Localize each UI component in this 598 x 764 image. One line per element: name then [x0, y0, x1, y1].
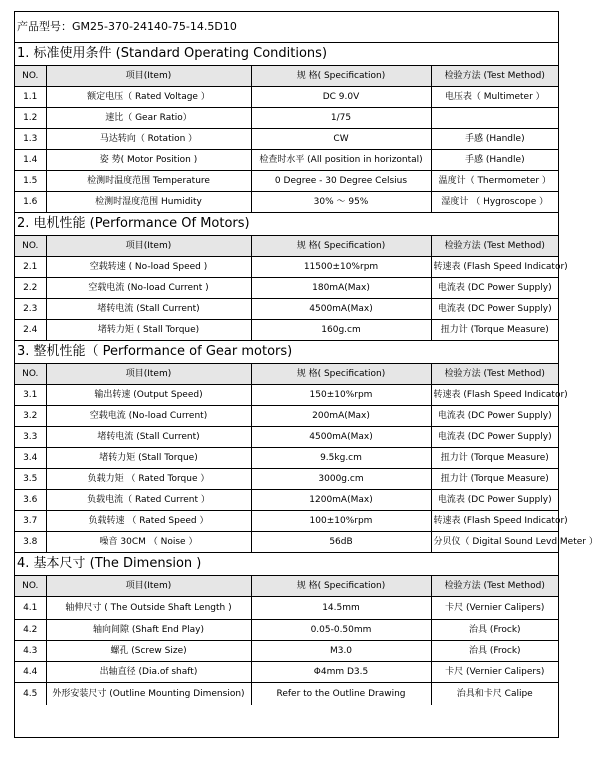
- cell-spec: 4500mA(Max): [251, 299, 431, 320]
- cell-item: 外形安装尺寸 (Outline Mounting Dimension): [46, 683, 251, 706]
- table-row: [15, 192, 558, 213]
- table-row: [15, 683, 558, 706]
- cell-spec: 9.5kg.cm: [251, 448, 431, 469]
- cell-spec: 0 Degree - 30 Degree Celsius: [251, 171, 431, 192]
- cell-method: 治具 (Frock): [431, 620, 558, 641]
- cell-method: 手感 (Handle): [431, 129, 558, 150]
- cell-item: 螺孔 (Screw Size): [46, 641, 251, 662]
- cell-item: 出轴直径 (Dia.of shaft): [46, 662, 251, 683]
- section-title: 3. 整机性能（ Performance of Gear motors): [15, 341, 558, 364]
- header-spec: 规 格( Specification): [251, 66, 431, 87]
- cell-spec: 检查时水平 (All position in horizontal): [251, 150, 431, 171]
- section-title-row: [15, 553, 558, 576]
- cell-no: 3.8: [15, 532, 46, 553]
- cell-no: 3.5: [15, 469, 46, 490]
- cell-method: 转速表 (Flash Speed Indicator): [431, 511, 558, 532]
- cell-spec: 160g.cm: [251, 320, 431, 341]
- cell-spec: 100±10%rpm: [251, 511, 431, 532]
- cell-spec: 180mA(Max): [251, 278, 431, 299]
- cell-method: 电流表 (DC Power Supply): [431, 490, 558, 511]
- cell-item: 马达转向（ Rotation ）: [46, 129, 251, 150]
- cell-method: 卡尺 (Vernier Calipers): [431, 597, 558, 620]
- header-spec: 规 格( Specification): [251, 576, 431, 597]
- table-row: [15, 171, 558, 192]
- cell-item: 堵转电流 (Stall Current): [46, 427, 251, 448]
- cell-method: 扭力计 (Torque Measure): [431, 320, 558, 341]
- cell-no: 1.1: [15, 87, 46, 108]
- cell-item: 检测时湿度范围 Humidity: [46, 192, 251, 213]
- cell-method: 转速表 (Flash Speed Indicator): [431, 257, 558, 278]
- cell-no: 1.3: [15, 129, 46, 150]
- cell-method: 湿度计 （ Hygroscope ）: [431, 192, 558, 213]
- cell-no: 4.3: [15, 641, 46, 662]
- table-row: [15, 129, 558, 150]
- table-row: [15, 278, 558, 299]
- header-no: NO.: [15, 66, 46, 87]
- header-method: 检验方法 (Test Method): [431, 364, 558, 385]
- cell-no: 3.6: [15, 490, 46, 511]
- cell-method: 温度计（ Thermometer ）: [431, 171, 558, 192]
- cell-method: [431, 108, 558, 129]
- table-row: [15, 87, 558, 108]
- header-item: 项目(Item): [46, 364, 251, 385]
- spec-sheet: [14, 11, 598, 738]
- cell-method: 卡尺 (Vernier Calipers): [431, 662, 558, 683]
- header-method: 检验方法 (Test Method): [431, 236, 558, 257]
- header-spec: 规 格( Specification): [251, 364, 431, 385]
- cell-method: 电压表（ Multimeter ）: [431, 87, 558, 108]
- cell-item: 噪音 30CM （ Noise ）: [46, 532, 251, 553]
- model-row: [15, 12, 558, 43]
- cell-no: 2.3: [15, 299, 46, 320]
- column-header-row: [15, 66, 558, 87]
- cell-no: 4.2: [15, 620, 46, 641]
- column-header-row: [15, 576, 558, 597]
- table-row: [15, 385, 558, 406]
- table-row: [15, 150, 558, 171]
- cell-item: 空载电流 (No-load Current): [46, 406, 251, 427]
- cell-item: 空载转速 ( No-load Speed ): [46, 257, 251, 278]
- header-item: 项目(Item): [46, 66, 251, 87]
- table-row: [15, 641, 558, 662]
- cell-item: 速比（ Gear Ratio）: [46, 108, 251, 129]
- section-title: 2. 电机性能 (Performance Of Motors): [15, 213, 558, 236]
- header-spec: 规 格( Specification): [251, 236, 431, 257]
- cell-item: 堵转力矩 ( Stall Torque): [46, 320, 251, 341]
- table-row: [15, 257, 558, 278]
- cell-no: 2.1: [15, 257, 46, 278]
- cell-spec: DC 9.0V: [251, 87, 431, 108]
- section-title-row: [15, 341, 558, 364]
- cell-spec: Refer to the Outline Drawing: [251, 683, 431, 706]
- cell-spec: 14.5mm: [251, 597, 431, 620]
- cell-no: 4.5: [15, 683, 46, 706]
- table-row: [15, 532, 558, 553]
- cell-spec: 30% ～ 95%: [251, 192, 431, 213]
- header-method: 检验方法 (Test Method): [431, 576, 558, 597]
- cell-item: 轴向间隙 (Shaft End Play): [46, 620, 251, 641]
- cell-method: 电流表 (DC Power Supply): [431, 299, 558, 320]
- cell-no: 3.2: [15, 406, 46, 427]
- section-title-row: [15, 213, 558, 236]
- cell-spec: 3000g.cm: [251, 469, 431, 490]
- table-row: [15, 469, 558, 490]
- column-header-row: [15, 364, 558, 385]
- table-row: [15, 299, 558, 320]
- table-row: [15, 490, 558, 511]
- cell-no: 3.7: [15, 511, 46, 532]
- table-row: [15, 108, 558, 129]
- cell-no: 4.1: [15, 597, 46, 620]
- cell-no: 1.4: [15, 150, 46, 171]
- cell-no: 3.1: [15, 385, 46, 406]
- cell-spec: 200mA(Max): [251, 406, 431, 427]
- cell-method: 分贝仪（ Digital Sound Levd Meter ）: [431, 532, 558, 553]
- cell-no: 2.2: [15, 278, 46, 299]
- cell-method: 治具 (Frock): [431, 641, 558, 662]
- cell-spec: 56dB: [251, 532, 431, 553]
- cell-no: 1.2: [15, 108, 46, 129]
- spec-table-body: [15, 12, 598, 705]
- table-row: [15, 511, 558, 532]
- header-item: 项目(Item): [46, 236, 251, 257]
- product-model: 产品型号：GM25-370-24140-75-14.5D10: [15, 12, 558, 43]
- header-no: NO.: [15, 236, 46, 257]
- header-no: NO.: [15, 364, 46, 385]
- cell-item: 姿 势( Motor Position ): [46, 150, 251, 171]
- cell-method: 电流表 (DC Power Supply): [431, 406, 558, 427]
- cell-no: 1.6: [15, 192, 46, 213]
- cell-spec: 1200mA(Max): [251, 490, 431, 511]
- cell-spec: 0.05-0.50mm: [251, 620, 431, 641]
- table-row: [15, 427, 558, 448]
- cell-no: 3.3: [15, 427, 46, 448]
- cell-spec: 150±10%rpm: [251, 385, 431, 406]
- cell-method: 扭力计 (Torque Measure): [431, 469, 558, 490]
- table-row: [15, 320, 558, 341]
- cell-item: 输出转速 (Output Speed): [46, 385, 251, 406]
- cell-item: 负载转速 （ Rated Speed ）: [46, 511, 251, 532]
- cell-item: 轴伸尺寸 ( The Outside Shaft Length ): [46, 597, 251, 620]
- cell-no: 1.5: [15, 171, 46, 192]
- cell-item: 堵转力矩 (Stall Torque): [46, 448, 251, 469]
- cell-method: 电流表 (DC Power Supply): [431, 278, 558, 299]
- cell-item: 检测时温度范围 Temperature: [46, 171, 251, 192]
- table-row: [15, 620, 558, 641]
- cell-no: 4.4: [15, 662, 46, 683]
- cell-spec: CW: [251, 129, 431, 150]
- cell-spec: 4500mA(Max): [251, 427, 431, 448]
- cell-method: 转速表 (Flash Speed Indicator): [431, 385, 558, 406]
- cell-no: 3.4: [15, 448, 46, 469]
- table-row: [15, 448, 558, 469]
- header-no: NO.: [15, 576, 46, 597]
- cell-item: 空载电流 (No-load Current ): [46, 278, 251, 299]
- cell-item: 负载电流（ Rated Current ）: [46, 490, 251, 511]
- section-title: 1. 标准使用条件 (Standard Operating Conditions): [15, 43, 558, 66]
- cell-spec: 1/75: [251, 108, 431, 129]
- cell-item: 负载力矩 （ Rated Torque ）: [46, 469, 251, 490]
- section-title-row: [15, 43, 558, 66]
- cell-spec: Φ4mm D3.5: [251, 662, 431, 683]
- cell-item: 额定电压（ Rated Voltage ）: [46, 87, 251, 108]
- cell-method: 治具和卡尺 Calipe: [431, 683, 558, 706]
- section-title: 4. 基本尺寸 (The Dimension ): [15, 553, 558, 576]
- column-header-row: [15, 236, 558, 257]
- cell-spec: 11500±10%rpm: [251, 257, 431, 278]
- spec-table: [15, 12, 598, 705]
- cell-method: 手感 (Handle): [431, 150, 558, 171]
- table-row: [15, 597, 558, 620]
- table-row: [15, 662, 558, 683]
- table-row: [15, 406, 558, 427]
- cell-method: 电流表 (DC Power Supply): [431, 427, 558, 448]
- header-method: 检验方法 (Test Method): [431, 66, 558, 87]
- cell-no: 2.4: [15, 320, 46, 341]
- cell-method: 扭力计 (Torque Measure): [431, 448, 558, 469]
- header-item: 项目(Item): [46, 576, 251, 597]
- cell-spec: M3.0: [251, 641, 431, 662]
- cell-item: 堵转电流 (Stall Current): [46, 299, 251, 320]
